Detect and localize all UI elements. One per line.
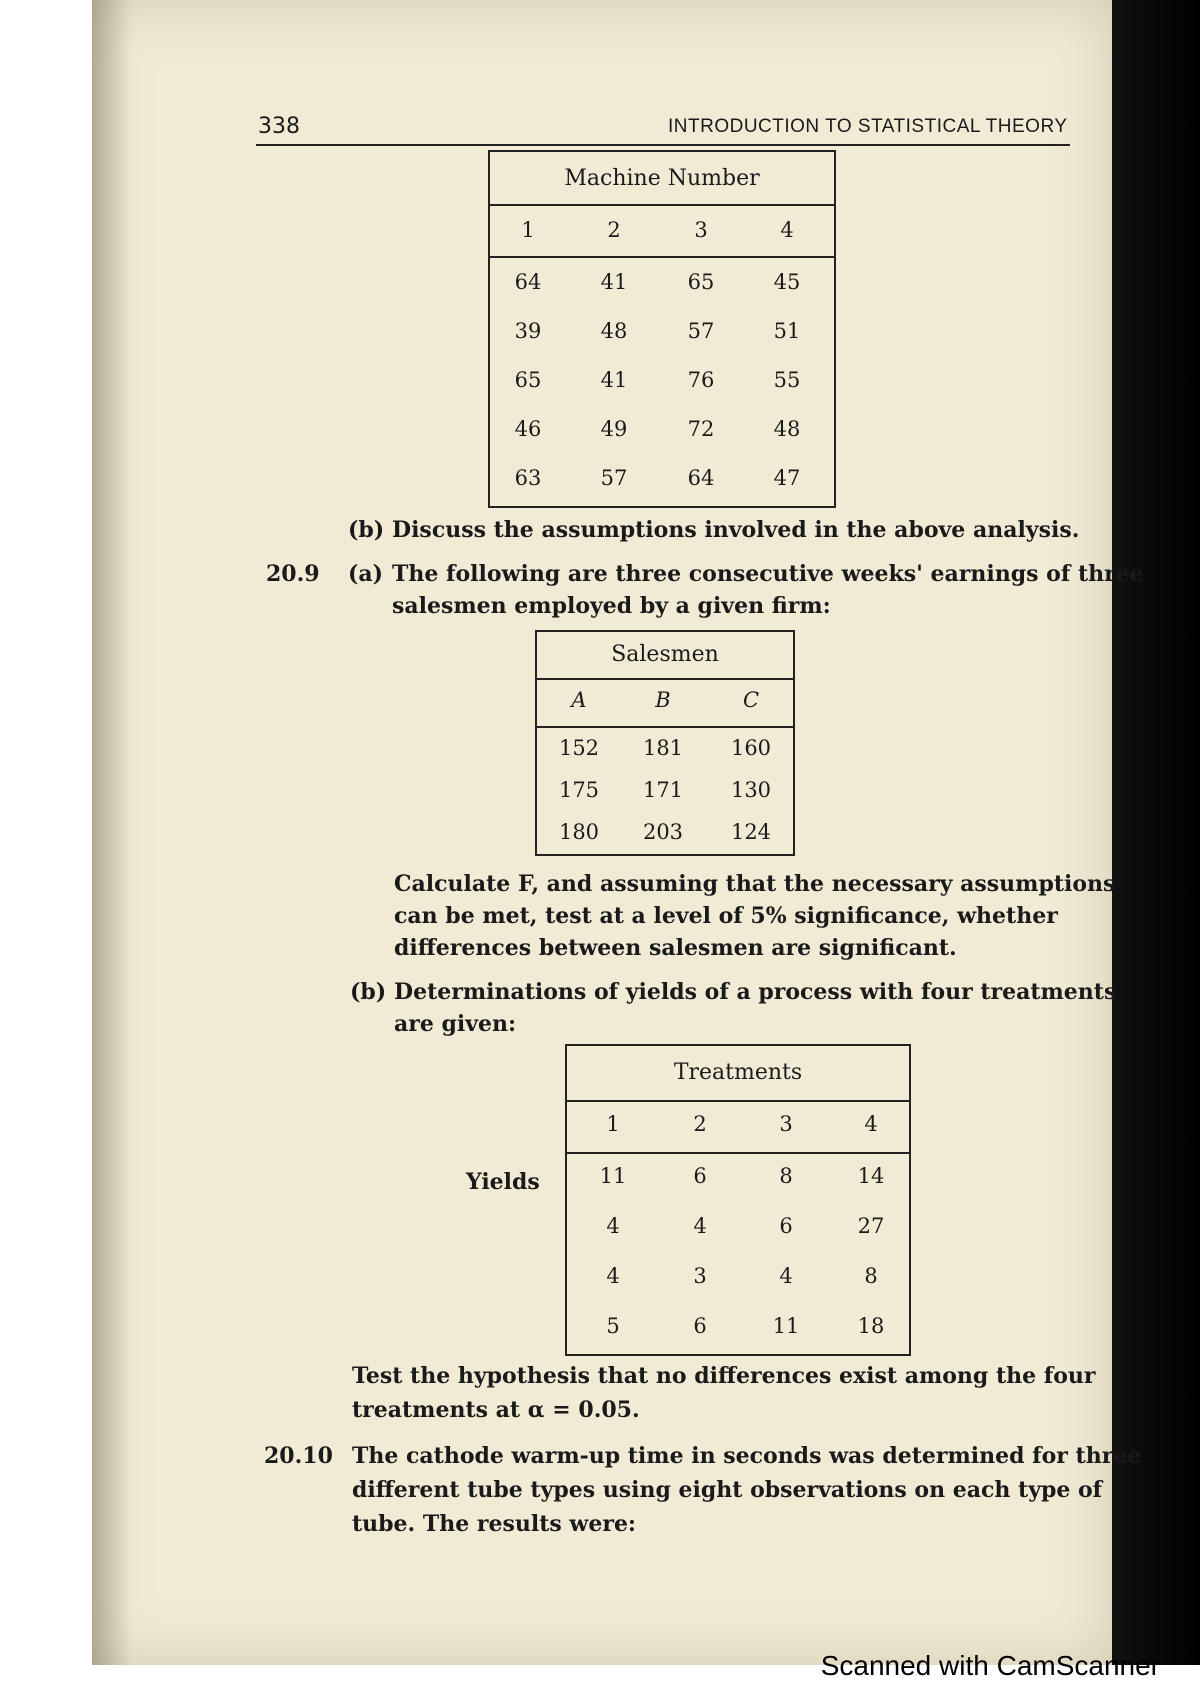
table-cell: 5 (606, 1314, 620, 1338)
column-header: 2 (607, 218, 621, 242)
table-cell: 203 (642, 820, 684, 844)
table-cell: 175 (558, 778, 600, 802)
column-header: 4 (864, 1112, 878, 1136)
table-cell: 46 (514, 417, 542, 441)
table-rule (537, 678, 793, 680)
treatments-table (565, 1044, 911, 1356)
table-rule (567, 1100, 909, 1102)
question-text: salesmen employed by a given firm: (392, 593, 831, 619)
scanner-watermark: Scanned with CamScanner (820, 1650, 1160, 1681)
table-cell: 63 (514, 466, 542, 490)
table-cell: 4 (606, 1264, 620, 1288)
question-text: Determinations of yields of a process with four treatments (394, 979, 1117, 1005)
table-cell: 45 (773, 270, 801, 294)
table-cell: 8 (779, 1164, 793, 1188)
table-cell: 47 (773, 466, 801, 490)
column-header: 1 (521, 218, 535, 242)
column-header: 4 (780, 218, 794, 242)
running-head-title: INTRODUCTION TO STATISTICAL THEORY (668, 116, 1068, 137)
table-cell: 181 (642, 736, 684, 760)
table-cell: 51 (773, 319, 801, 343)
question-text: Discuss the assumptions involved in the above analysis. (392, 517, 1080, 543)
question-text: different tube types using eight observations on each type of (352, 1477, 1103, 1503)
table-rule (490, 204, 834, 206)
page-shadow (92, 0, 132, 1665)
question-number: 20.9 (266, 561, 320, 587)
column-header: B (655, 688, 671, 712)
column-header: 2 (693, 1112, 707, 1136)
table-cell: 3 (693, 1264, 707, 1288)
column-header: C (742, 688, 760, 712)
table-cell: 64 (687, 466, 715, 490)
table-cell: 124 (730, 820, 772, 844)
table-cell: 8 (864, 1264, 878, 1288)
table-cell: 57 (687, 319, 715, 343)
table-caption: Salesmen (611, 642, 719, 667)
column-header: 3 (694, 218, 708, 242)
column-header: 1 (606, 1112, 620, 1136)
table-cell: 152 (558, 736, 600, 760)
table-cell: 4 (606, 1214, 620, 1238)
table-cell: 180 (558, 820, 600, 844)
question-text: treatments at α = 0.05. (352, 1397, 640, 1423)
question-text: tube. The results were: (352, 1511, 637, 1537)
table-cell: 64 (514, 270, 542, 294)
machine-number-table (488, 150, 836, 508)
table-cell: 11 (599, 1164, 627, 1188)
table-cell: 27 (857, 1214, 885, 1238)
question-part-label: (b) (348, 517, 385, 543)
table-rule (537, 726, 793, 728)
table-cell: 41 (600, 270, 628, 294)
table-caption: Treatments (673, 1060, 803, 1085)
table-cell: 57 (600, 466, 628, 490)
question-text: Calculate F, and assuming that the necessary assumptions (394, 871, 1116, 897)
question-text: differences between salesmen are significant. (394, 935, 957, 961)
table-cell: 48 (600, 319, 628, 343)
scan-background (1112, 0, 1200, 1665)
table-cell: 49 (600, 417, 628, 441)
question-text: are given: (394, 1011, 517, 1037)
table-cell: 171 (642, 778, 684, 802)
table-rule (567, 1152, 909, 1154)
page-number: 338 (258, 114, 300, 139)
table-cell: 14 (857, 1164, 885, 1188)
table-cell: 39 (514, 319, 542, 343)
question-text: The cathode warm-up time in seconds was determined for three (352, 1443, 1142, 1469)
question-text: The following are three consecutive weeks' earnings of three (392, 561, 1144, 587)
column-header: A (571, 688, 587, 712)
table-cell: 11 (772, 1314, 800, 1338)
table-cell: 160 (730, 736, 772, 760)
table-caption: Machine Number (564, 166, 760, 191)
table-cell: 6 (693, 1164, 707, 1188)
table-cell: 55 (773, 368, 801, 392)
table-cell: 4 (779, 1264, 793, 1288)
header-rule (256, 144, 1070, 146)
table-cell: 6 (693, 1314, 707, 1338)
question-text: can be met, test at a level of 5% significance, whether (394, 903, 1058, 929)
table-cell: 72 (687, 417, 715, 441)
question-part-label: (b) (350, 979, 387, 1005)
question-text: Test the hypothesis that no differences exist among the four (352, 1363, 1096, 1389)
table-cell: 48 (773, 417, 801, 441)
table-cell: 41 (600, 368, 628, 392)
question-number: 20.10 (264, 1443, 333, 1469)
table-cell: 65 (687, 270, 715, 294)
table-cell: 65 (514, 368, 542, 392)
salesmen-table (535, 630, 795, 856)
table-rule (490, 256, 834, 258)
table-cell: 6 (779, 1214, 793, 1238)
question-part-label: (a) (348, 561, 384, 587)
table-cell: 130 (730, 778, 772, 802)
yields-label: Yields (466, 1169, 540, 1195)
table-cell: 18 (857, 1314, 885, 1338)
table-cell: 76 (687, 368, 715, 392)
column-header: 3 (779, 1112, 793, 1136)
table-cell: 4 (693, 1214, 707, 1238)
